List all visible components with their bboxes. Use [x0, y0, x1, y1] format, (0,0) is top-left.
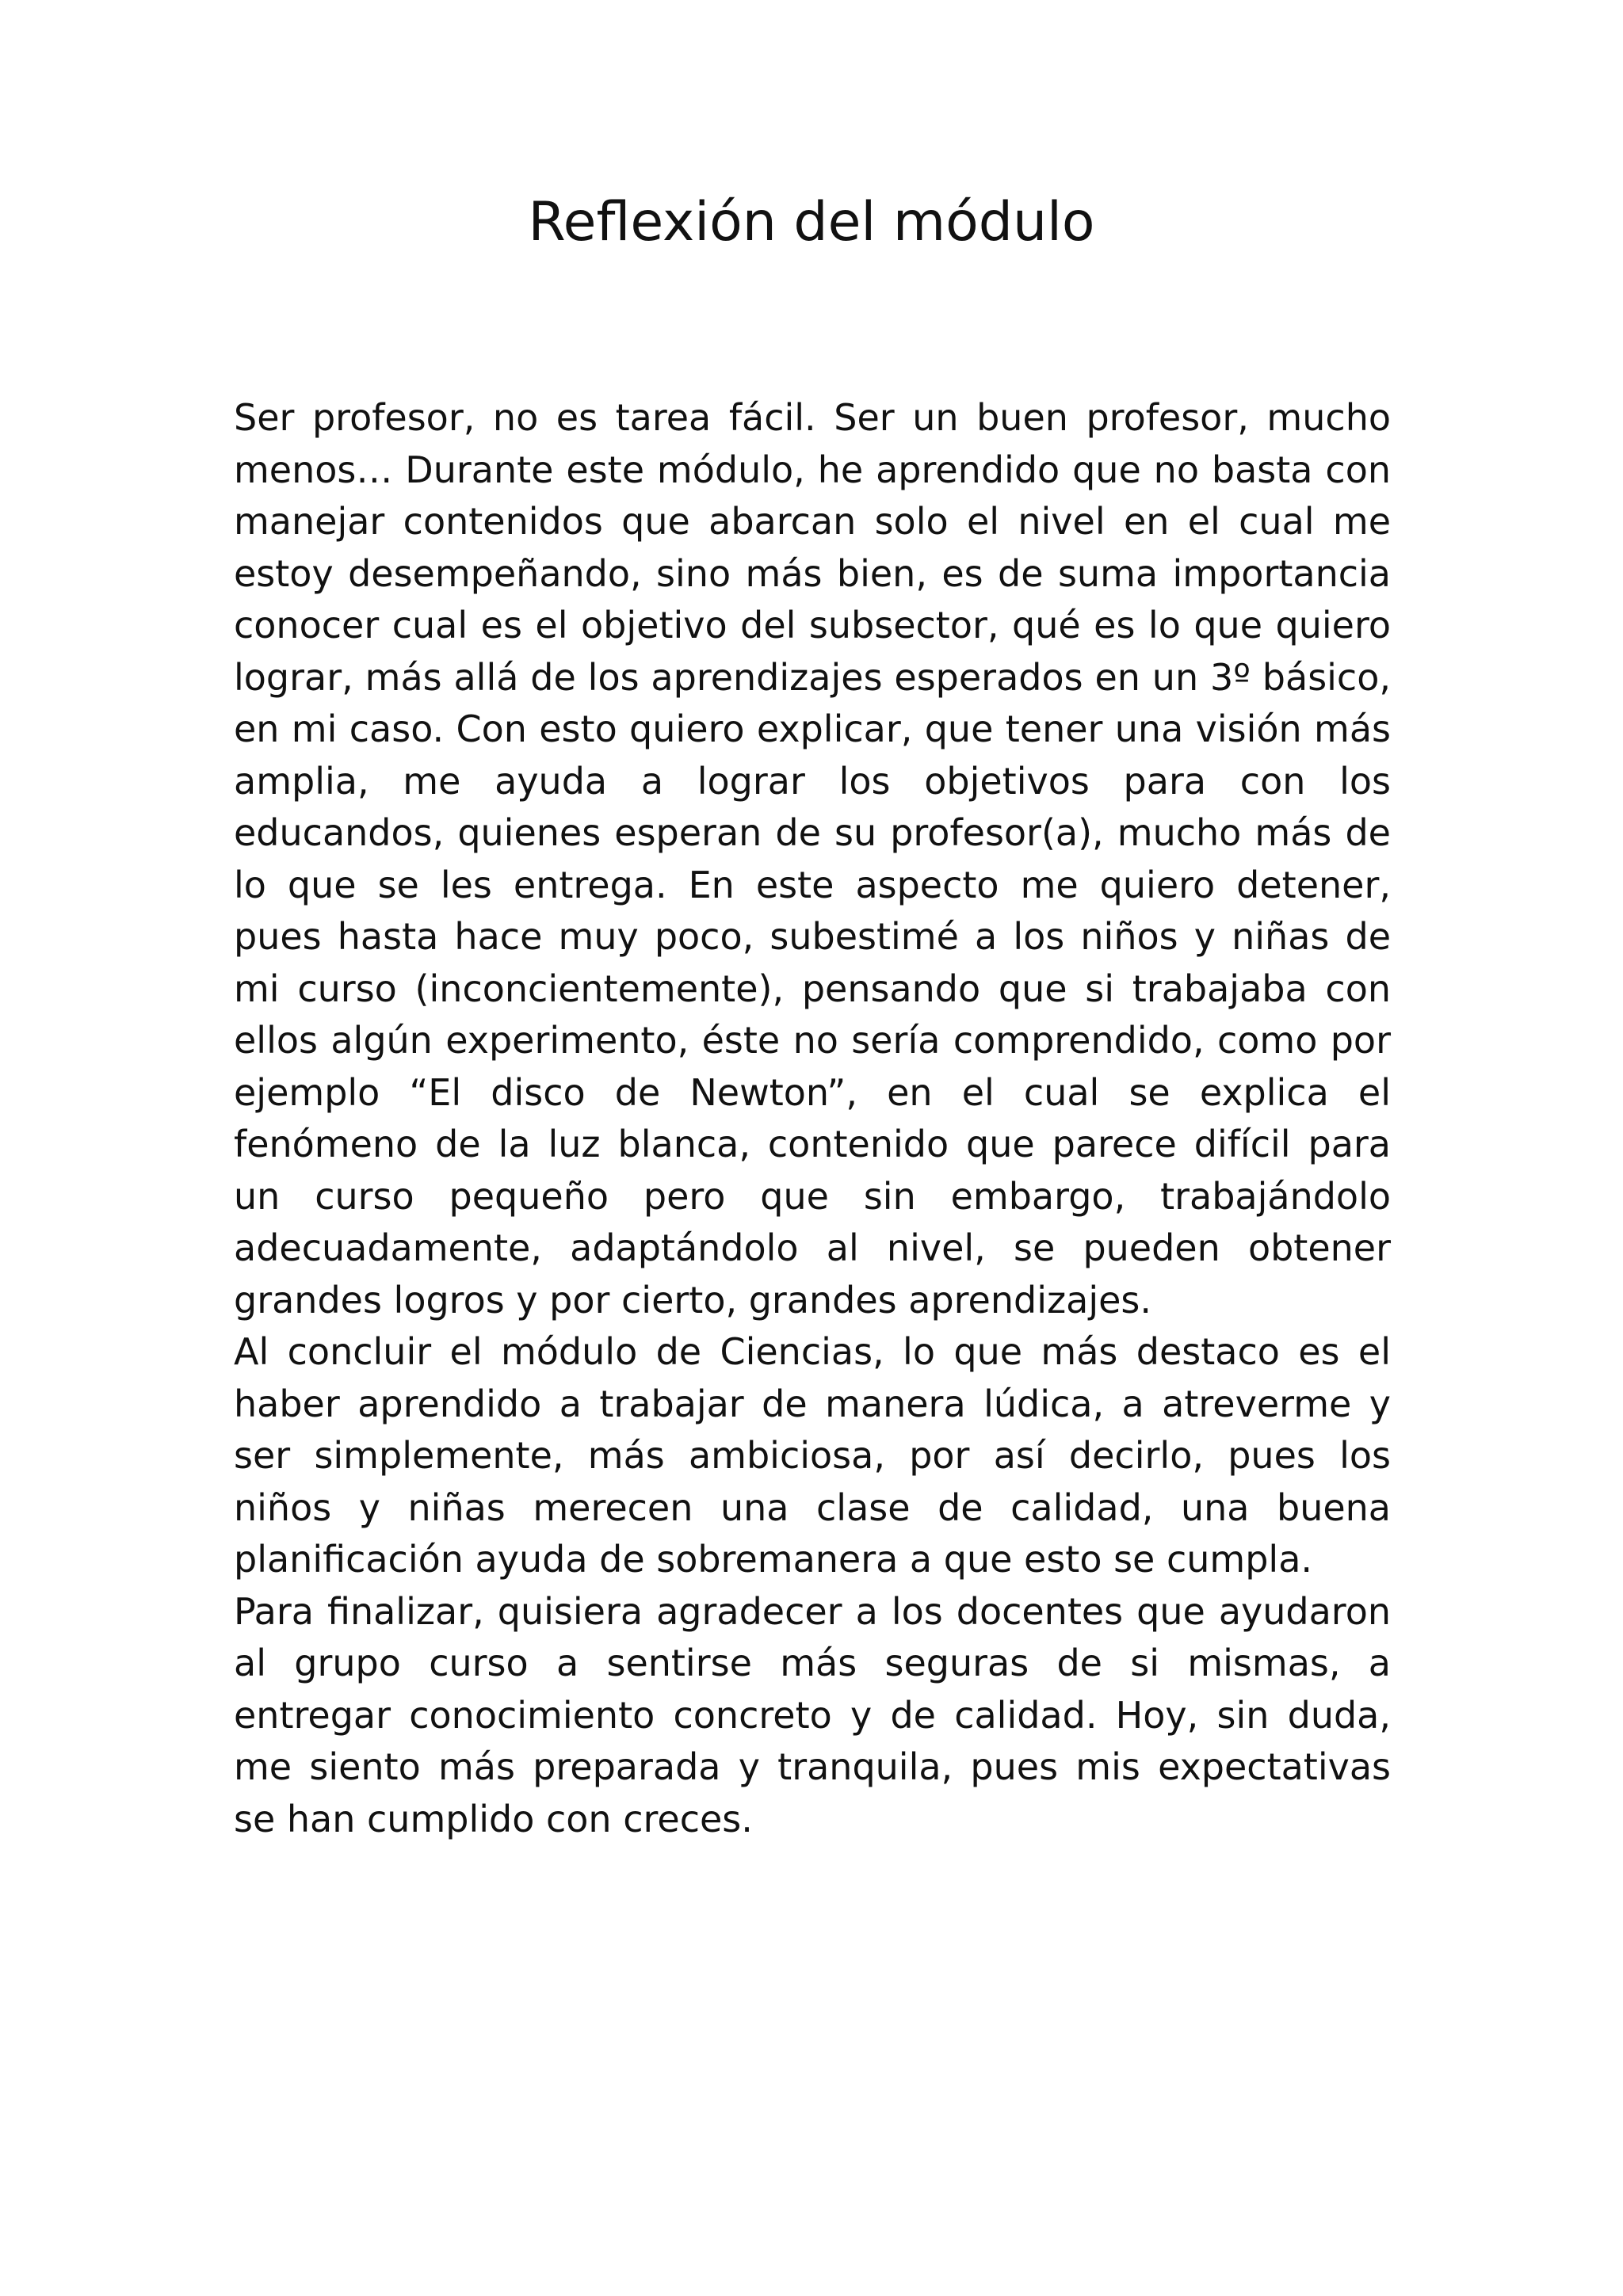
- page-title: Reflexión del módulo: [528, 191, 1095, 254]
- paragraph-1: Ser profesor, no es tarea fácil. Ser un buen profesor, mucho menos… Durante este módulo, he aprendido que no basta con manejar contenidos que abarcan solo el nivel en el cual me estoy desempeñando, sino más bien, es de suma importancia conocer cual es el objetivo del subsector, qué es lo que quiero lograr, más allá de los aprendizajes esperados en un 3º básico, en mi caso. Con esto quiero explicar, que tener una visión más amplia, me ayuda a lograr los objetivos para con los educandos, quienes esperan de su profesor(a), mucho más de lo que se les entrega. En este aspecto me quiero detener, pues hasta hace muy poco, subestimé a los niños y niñas de mi curso (inconcientemente), pensando que si trabajaba con ellos algún experimento, éste no sería comprendido, como por ejemplo “El disco de Newton”, en el cual se explica el fenómeno de la luz blanca, contenido que parece difícil para un curso pequeño pero que sin embargo, trabajándolo adecuadamente, adaptándolo al nivel, se pueden obtener grandes logros y por cierto, grandes aprendizajes.: [234, 396, 1391, 1322]
- paragraph-2: Al concluir el módulo de Ciencias, lo que más destaco es el haber aprendido a trabajar de manera lúdica, a atreverme y ser simplemente, más ambiciosa, por así decirlo, pues los niños y niñas merecen una clase de calidad, una buena planificación ayuda de sobremanera a que esto se cumpla.: [234, 1330, 1391, 1581]
- document-body: [234, 392, 1391, 1845]
- paragraph-3: Para finalizar, quisiera agradecer a los docentes que ayudaron al grupo curso a sentirse más seguras de si mismas, a entregar conocimiento concreto y de calidad. Hoy, sin duda, me siento más preparada y tranquila, pues mis expectativas se han cumplido con creces.: [234, 1589, 1391, 1840]
